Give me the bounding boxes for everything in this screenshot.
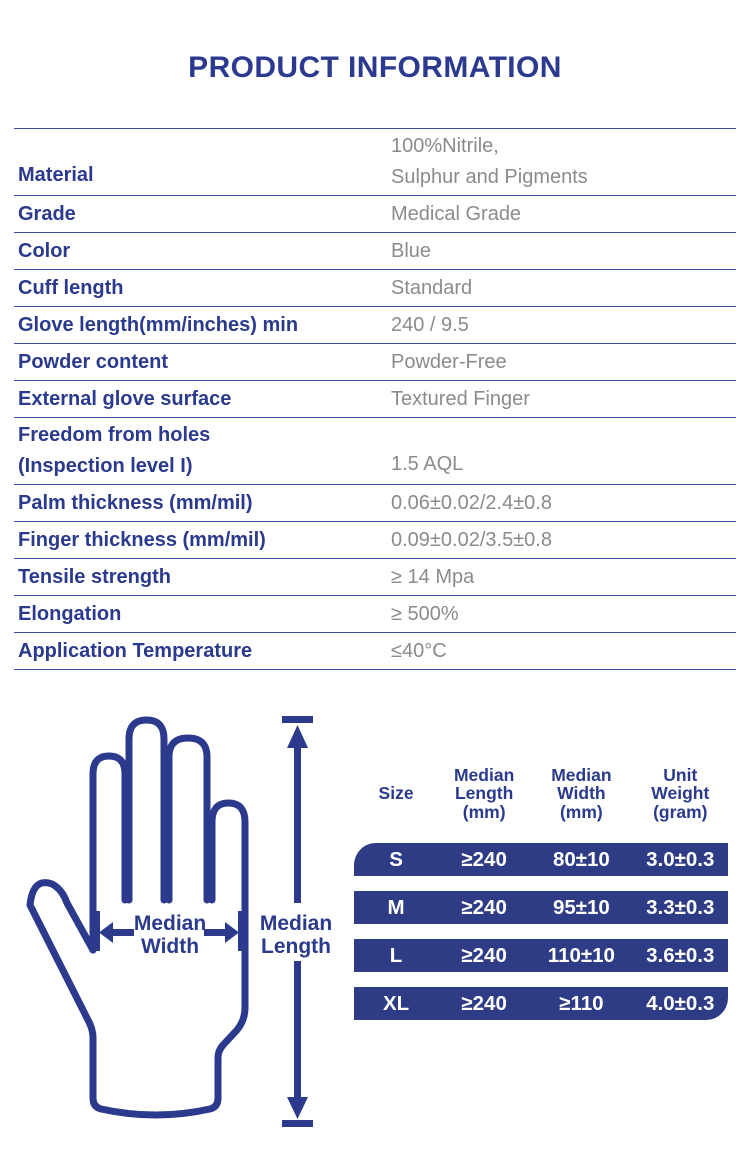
median-width-dimension bbox=[92, 911, 246, 958]
spec-row-external-surface bbox=[14, 381, 736, 418]
spec-value: 240 / 9.5 bbox=[391, 313, 469, 336]
spec-row-finger-thickness bbox=[14, 522, 736, 559]
spec-row-material bbox=[14, 129, 736, 196]
header-text: Size bbox=[378, 783, 414, 804]
header-text: Unit bbox=[663, 764, 698, 785]
spec-value: 1.5 AQL bbox=[391, 453, 464, 475]
median-width-label-line2: Width bbox=[140, 935, 200, 958]
spec-row-cuff-length bbox=[14, 270, 736, 307]
size-row-s bbox=[354, 843, 728, 876]
spec-value-line2: Sulphur and Pigments bbox=[391, 166, 588, 188]
median-width-arrow-left-icon bbox=[99, 922, 134, 943]
spec-label: Cuff length bbox=[18, 276, 124, 299]
spec-label: Color bbox=[18, 239, 71, 262]
spec-row-grade bbox=[14, 196, 736, 233]
unit-weight-cell: 3.3±0.3 bbox=[646, 895, 715, 919]
spec-value: ≥ 500% bbox=[391, 602, 459, 625]
spec-label: Tensile strength bbox=[18, 565, 171, 588]
header-text: (gram) bbox=[653, 801, 708, 822]
median-length-dimension bbox=[260, 716, 332, 1127]
median-width-cell: 110±10 bbox=[547, 943, 615, 967]
size-row-m bbox=[354, 891, 728, 924]
size-table-header bbox=[354, 765, 728, 822]
spec-value: ≥ 14 Mpa bbox=[391, 565, 475, 588]
spec-value: 0.09±0.02/3.5±0.8 bbox=[391, 528, 552, 551]
median-length-cell: ≥240 bbox=[461, 991, 507, 1015]
size-cell: S bbox=[389, 847, 403, 871]
unit-weight-cell: 3.0±0.3 bbox=[646, 847, 715, 871]
spec-value: Medical Grade bbox=[391, 202, 522, 225]
size-row-xl bbox=[354, 987, 728, 1020]
median-length-arrow-up-icon bbox=[287, 725, 308, 903]
length-cap-top bbox=[282, 716, 313, 723]
spec-label: Palm thickness (mm/mil) bbox=[18, 491, 253, 514]
spec-value: Powder-Free bbox=[391, 350, 507, 373]
spec-value: Blue bbox=[391, 239, 432, 262]
spec-row-elongation bbox=[14, 596, 736, 633]
spec-row-tensile-strength bbox=[14, 559, 736, 596]
spec-row-palm-thickness bbox=[14, 485, 736, 522]
spec-row-color bbox=[14, 233, 736, 270]
spec-row-glove-length bbox=[14, 307, 736, 344]
size-cell: M bbox=[387, 895, 405, 919]
header-text: (mm) bbox=[559, 801, 603, 822]
spec-value: Standard bbox=[391, 276, 473, 299]
median-width-arrow-right-icon bbox=[204, 922, 239, 943]
spec-label: Grade bbox=[18, 202, 76, 225]
length-cap-bottom bbox=[282, 1120, 313, 1127]
unit-weight-cell: 4.0±0.3 bbox=[646, 991, 715, 1015]
size-cell: L bbox=[389, 943, 403, 967]
size-row-l bbox=[354, 939, 728, 972]
width-tick-left bbox=[92, 911, 100, 951]
median-length-cell: ≥240 bbox=[461, 895, 507, 919]
header-unit-weight bbox=[633, 766, 728, 822]
median-width-label-line1: Median bbox=[133, 912, 207, 935]
glove-measurement-diagram bbox=[0, 690, 345, 1150]
unit-weight-cell: 3.6±0.3 bbox=[646, 943, 715, 967]
spec-label: Application Temperature bbox=[18, 639, 253, 662]
header-median-length bbox=[438, 766, 530, 822]
spec-label: Glove length(mm/inches) min bbox=[18, 313, 299, 336]
median-width-cell: 80±10 bbox=[552, 847, 610, 871]
header-text: (mm) bbox=[462, 801, 506, 822]
page-title: PRODUCT INFORMATION bbox=[188, 51, 562, 84]
median-length-label-line2: Length bbox=[261, 935, 331, 958]
header-median-width bbox=[530, 766, 632, 822]
product-spec-table bbox=[14, 128, 736, 670]
median-width-cell: ≥110 bbox=[559, 991, 604, 1015]
spec-value: ≤40°C bbox=[391, 639, 447, 662]
size-table bbox=[354, 765, 728, 1020]
spec-label: Elongation bbox=[18, 602, 122, 625]
header-text: Width bbox=[557, 783, 606, 804]
spec-row-application-temperature bbox=[14, 633, 736, 670]
median-width-cell: 95±10 bbox=[552, 895, 610, 919]
spec-row-freedom-from-holes bbox=[14, 418, 736, 485]
size-cell: XL bbox=[382, 991, 410, 1015]
header-text: Median bbox=[551, 764, 612, 785]
spec-value: 0.06±0.02/2.4±0.8 bbox=[391, 491, 552, 514]
header-size bbox=[354, 784, 438, 803]
header-text: Weight bbox=[651, 783, 710, 804]
spec-label: Material bbox=[18, 164, 94, 186]
spec-label: Powder content bbox=[18, 350, 169, 373]
width-tick-right bbox=[238, 911, 246, 951]
header-text: Length bbox=[454, 783, 514, 804]
median-length-cell: ≥240 bbox=[461, 943, 507, 967]
header-text: Median bbox=[453, 764, 515, 785]
spec-label: External glove surface bbox=[18, 387, 232, 410]
spec-value-line1: 100%Nitrile, bbox=[391, 135, 499, 157]
spec-value: Textured Finger bbox=[391, 387, 530, 410]
median-length-cell: ≥240 bbox=[461, 847, 507, 871]
spec-label-line1: Freedom from holes bbox=[18, 424, 211, 446]
median-length-arrow-down-icon bbox=[287, 961, 308, 1119]
spec-label: Finger thickness (mm/mil) bbox=[18, 528, 266, 551]
median-length-label-line1: Median bbox=[259, 912, 333, 935]
spec-row-powder-content bbox=[14, 344, 736, 381]
spec-label-line2: (Inspection level I) bbox=[18, 455, 193, 477]
